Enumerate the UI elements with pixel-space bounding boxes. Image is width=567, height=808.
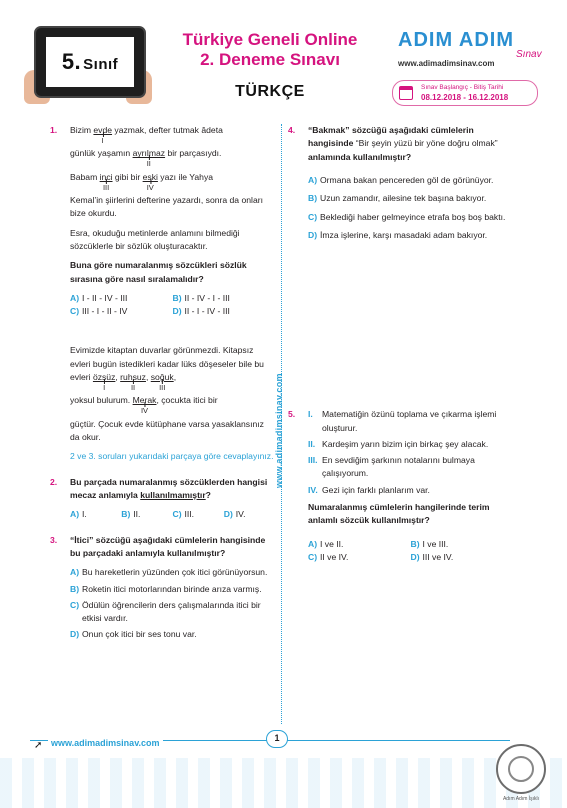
text: , xyxy=(115,372,121,383)
text: Bu parçada numaralanmış sözcüklerden hangisi mecaz anlamıyla xyxy=(70,476,268,500)
option-text: II. xyxy=(133,509,141,520)
word: eski xyxy=(142,171,158,182)
page-number: 1 xyxy=(266,730,288,748)
option-text: IV. xyxy=(235,509,246,520)
date-value: 08.12.2018 - 16.12.2018 xyxy=(421,93,509,102)
tablet-illustration xyxy=(22,18,154,110)
option-text: Uzun zamandır, ailesine tek başına bakıyor. xyxy=(320,193,487,204)
text: Bizim xyxy=(70,125,94,135)
passage-word-1 xyxy=(92,371,116,393)
roman-label: I xyxy=(103,383,106,393)
text: yazı ile Yahya xyxy=(157,171,214,182)
text: , çocukta itici bir xyxy=(156,395,218,406)
text: , xyxy=(145,372,151,383)
roman-label: IV xyxy=(140,406,149,416)
option-d[interactable] xyxy=(70,628,275,641)
q5-stem: Numaralanmış cümlelerin hangilerinde terim anlamlı sözcük kullanılmıştır? xyxy=(308,502,490,526)
item-text: En sevdiğim şarkının notalarını bulmaya çalışıyorum. xyxy=(322,455,475,479)
option-b[interactable] xyxy=(70,583,275,596)
option-letter: A) xyxy=(70,292,80,303)
vertical-url: www.adimadimsinav.com xyxy=(274,373,284,488)
question-5 xyxy=(288,408,513,564)
brand-logo xyxy=(398,30,548,70)
roman-label: IV. xyxy=(308,484,318,495)
option-c[interactable] xyxy=(70,305,173,318)
footer-doodle-pattern xyxy=(0,758,567,808)
q1-line3 xyxy=(70,171,275,192)
header-url: www.adimadimsinav.com xyxy=(398,59,495,68)
option-b[interactable] xyxy=(411,538,514,551)
option-text: Beklediği haber gelmeyince etrafa boş boş baktı. xyxy=(320,211,506,222)
logo-text: ADIM ADIM xyxy=(398,29,515,51)
q1-options xyxy=(70,292,275,319)
q1-line4: Kemal’in şiirlerini defterine yazardı, sonra da onları bize okurdu. xyxy=(70,194,263,219)
grade-word: Sınıf xyxy=(83,55,119,73)
roman-label: III. xyxy=(308,455,318,466)
cursor-arrow-icon: ➚ xyxy=(34,740,43,751)
option-letter: C) xyxy=(172,509,182,520)
option-letter: B) xyxy=(121,509,131,520)
exam-title xyxy=(160,30,380,69)
q2-stem xyxy=(70,476,275,503)
word-3 xyxy=(99,171,113,192)
option-c[interactable] xyxy=(173,508,224,521)
word: özsüz xyxy=(92,372,116,383)
option-text: I ve III. xyxy=(422,538,449,549)
tablet-screen xyxy=(46,37,134,87)
word-4 xyxy=(142,171,158,192)
exam-date-box xyxy=(392,80,538,106)
reading-passage xyxy=(50,344,275,463)
option-letter: A) xyxy=(70,509,80,520)
date-label: Sınav Başlangıç - Bitiş Tarihi xyxy=(421,84,504,91)
page-header xyxy=(0,0,567,112)
option-text: Ormana bakan pencereden göl de görünüyor. xyxy=(320,174,494,185)
passage-word-3 xyxy=(150,371,177,393)
passage-word-2 xyxy=(120,371,146,393)
option-letter: C) xyxy=(308,552,318,562)
item-text: Matematiğin özünü toplama ve çıkarma işlemi oluşturur. xyxy=(322,409,497,433)
option-text: I. xyxy=(82,509,87,520)
q5-item-2 xyxy=(308,438,513,451)
option-letter: B) xyxy=(308,193,318,204)
text: yoksul bulurum. xyxy=(70,395,133,406)
page-footer xyxy=(0,728,567,808)
calendar-icon xyxy=(399,86,413,100)
option-text: III ve IV. xyxy=(422,552,454,562)
word: evde xyxy=(93,125,113,135)
tablet-device xyxy=(34,26,146,98)
option-d[interactable] xyxy=(308,229,513,242)
badge-text: Adım Adım İşıklı xyxy=(502,796,540,802)
roman-label: III xyxy=(159,383,166,393)
exam-title-line2: 2. Deneme Sınavı xyxy=(200,49,340,69)
option-letter: D) xyxy=(172,306,182,317)
word-2 xyxy=(132,147,166,169)
q2-options xyxy=(70,508,275,521)
text: Babam xyxy=(70,171,100,182)
option-text: Ödülün öğrencilerin ders çalışmalarında itici bir etkisi vardır. xyxy=(82,599,261,624)
option-text: III - I - II - IV xyxy=(82,306,128,317)
option-letter: A) xyxy=(308,174,318,185)
option-letter: C) xyxy=(308,211,318,222)
option-letter: D) xyxy=(410,552,420,562)
roman-label: IV xyxy=(146,182,154,192)
option-text: I ve II. xyxy=(320,538,344,549)
option-text: Onun çok itici bir ses tonu var. xyxy=(82,629,197,640)
question-4 xyxy=(288,124,513,242)
item-text: Gezi için farklı planlarım var. xyxy=(322,484,430,495)
word: ayrılmaz xyxy=(132,148,166,159)
option-d[interactable] xyxy=(411,551,514,564)
option-letter: C) xyxy=(70,306,80,317)
q1-line1 xyxy=(70,124,275,145)
passage-line3: güçtür. Çocuk evde kütüphane varsa yasaklansınız da okur. xyxy=(70,418,264,442)
option-letter: A) xyxy=(308,538,318,549)
q1-line5: Esra, okuduğu metinlerde anlamını bilmediği sözcüklerle bir sözlük oluşturacaktır. xyxy=(70,227,240,251)
option-text: Bu hareketlerin yüzünden çok itici görünüyorsun. xyxy=(82,567,268,578)
option-text: II ve IV. xyxy=(320,552,349,562)
option-a[interactable] xyxy=(70,508,121,521)
question-3 xyxy=(50,534,275,642)
footer-url[interactable]: www.adimadimsinav.com xyxy=(48,737,163,751)
q5-item-4 xyxy=(308,484,513,497)
underlined-text: kullanılmamıştır xyxy=(140,489,206,500)
option-c[interactable] xyxy=(308,211,513,224)
option-letter: D) xyxy=(223,509,233,520)
roman-label: I. xyxy=(308,409,313,420)
text: , xyxy=(173,372,177,383)
option-letter: D) xyxy=(70,629,80,640)
text: Evimizde kitaptan duvarlar görünmezdi. Kitapsız evleri bugün istedikleri kadar lüks döşeseler bile bu evleri xyxy=(70,345,264,383)
text: ? xyxy=(205,489,211,500)
text: gibi bir xyxy=(112,171,143,182)
passage-line2 xyxy=(70,394,275,416)
grade-label xyxy=(62,45,118,79)
left-column xyxy=(50,124,275,645)
roman-label: II xyxy=(146,159,151,169)
option-b[interactable] xyxy=(121,508,172,521)
q3-stem: “İtici” sözcüğü aşağıdaki cümlelerin hangisinde bu parçadaki anlamıyla kullanılmıştır? xyxy=(70,534,266,558)
option-d[interactable] xyxy=(173,305,276,318)
word: soğuk xyxy=(150,372,174,383)
option-c[interactable] xyxy=(70,599,275,626)
roman-label: I xyxy=(101,136,104,145)
option-a[interactable] xyxy=(70,292,173,305)
text: bir parçasıydı. xyxy=(165,148,222,159)
text: günlük yaşamın xyxy=(70,148,133,159)
option-letter: B) xyxy=(70,583,80,594)
item-text: Kardeşim yarın bizim için birkaç şey alacak. xyxy=(322,438,489,449)
option-letter: A) xyxy=(70,567,80,578)
option-letter: D) xyxy=(308,229,318,240)
q5-item-3 xyxy=(308,454,513,481)
q1-stem: Buna göre numaralanmış sözcükleri sözlük sırasına göre nasıl sıralamalıdır? xyxy=(70,260,247,284)
quoted-text: “Bir şeyin yüzü bir yöne doğru olmak” xyxy=(355,138,498,149)
option-a[interactable] xyxy=(70,566,275,579)
option-letter: C) xyxy=(70,599,80,610)
question-number: 1. xyxy=(50,125,58,135)
badge-inner-ring xyxy=(508,756,534,782)
q4-stem xyxy=(308,124,513,164)
option-a[interactable] xyxy=(308,174,513,187)
word: Merak xyxy=(132,395,157,406)
option-c[interactable] xyxy=(308,551,411,564)
option-b[interactable] xyxy=(308,192,513,205)
brand-badge-icon xyxy=(496,744,546,794)
option-text: III. xyxy=(184,509,195,520)
option-letter: B) xyxy=(172,292,182,303)
question-1 xyxy=(50,124,275,318)
option-text: Roketin itici motorlarından birinde arıza varmış. xyxy=(82,583,262,594)
roman-label: II. xyxy=(308,438,316,449)
option-text: İmza işlerine, karşı masadaki adam bakıyor. xyxy=(320,229,488,240)
option-text: II - I - IV - III xyxy=(184,306,230,317)
passage-word-4 xyxy=(132,394,157,416)
grade-number: 5. xyxy=(61,48,82,74)
q5-item-1 xyxy=(308,408,513,435)
q1-line2 xyxy=(70,147,275,169)
text: yazmak, defter tutmak âdeta xyxy=(112,125,223,135)
exam-title-line1: Türkiye Geneli Online xyxy=(182,30,358,49)
roman-label: III xyxy=(102,182,110,192)
option-letter: B) xyxy=(410,538,420,549)
word-1 xyxy=(93,124,113,145)
option-d[interactable] xyxy=(224,508,275,521)
logo-subtext: Sınav xyxy=(516,49,542,60)
text: “Bakmak” sözcüğü aşağıdaki cümlelerin hangisinde xyxy=(308,125,474,149)
subject-title: TÜRKÇE xyxy=(235,83,305,100)
word: ruhsuz xyxy=(120,372,146,383)
q4-options xyxy=(308,174,513,242)
option-a[interactable] xyxy=(308,538,411,551)
question-number: 2. xyxy=(50,476,58,487)
right-column xyxy=(288,124,513,564)
question-number: 4. xyxy=(288,125,296,135)
question-number: 3. xyxy=(50,534,58,545)
option-b[interactable] xyxy=(173,292,276,305)
passage-line1 xyxy=(70,344,275,393)
roman-label: II xyxy=(130,383,136,393)
question-number: 5. xyxy=(288,409,296,420)
word: inci xyxy=(99,171,113,182)
option-text: II - IV - I - III xyxy=(184,292,230,303)
question-2 xyxy=(50,476,275,522)
q3-options xyxy=(70,566,275,642)
q5-options xyxy=(308,538,513,565)
option-text: I - II - IV - III xyxy=(82,292,128,303)
text: anlamında kullanılmıştır? xyxy=(308,151,412,162)
passage-instruction: 2 ve 3. soruları yukarıdaki parçaya göre cevaplayınız. xyxy=(70,451,274,462)
